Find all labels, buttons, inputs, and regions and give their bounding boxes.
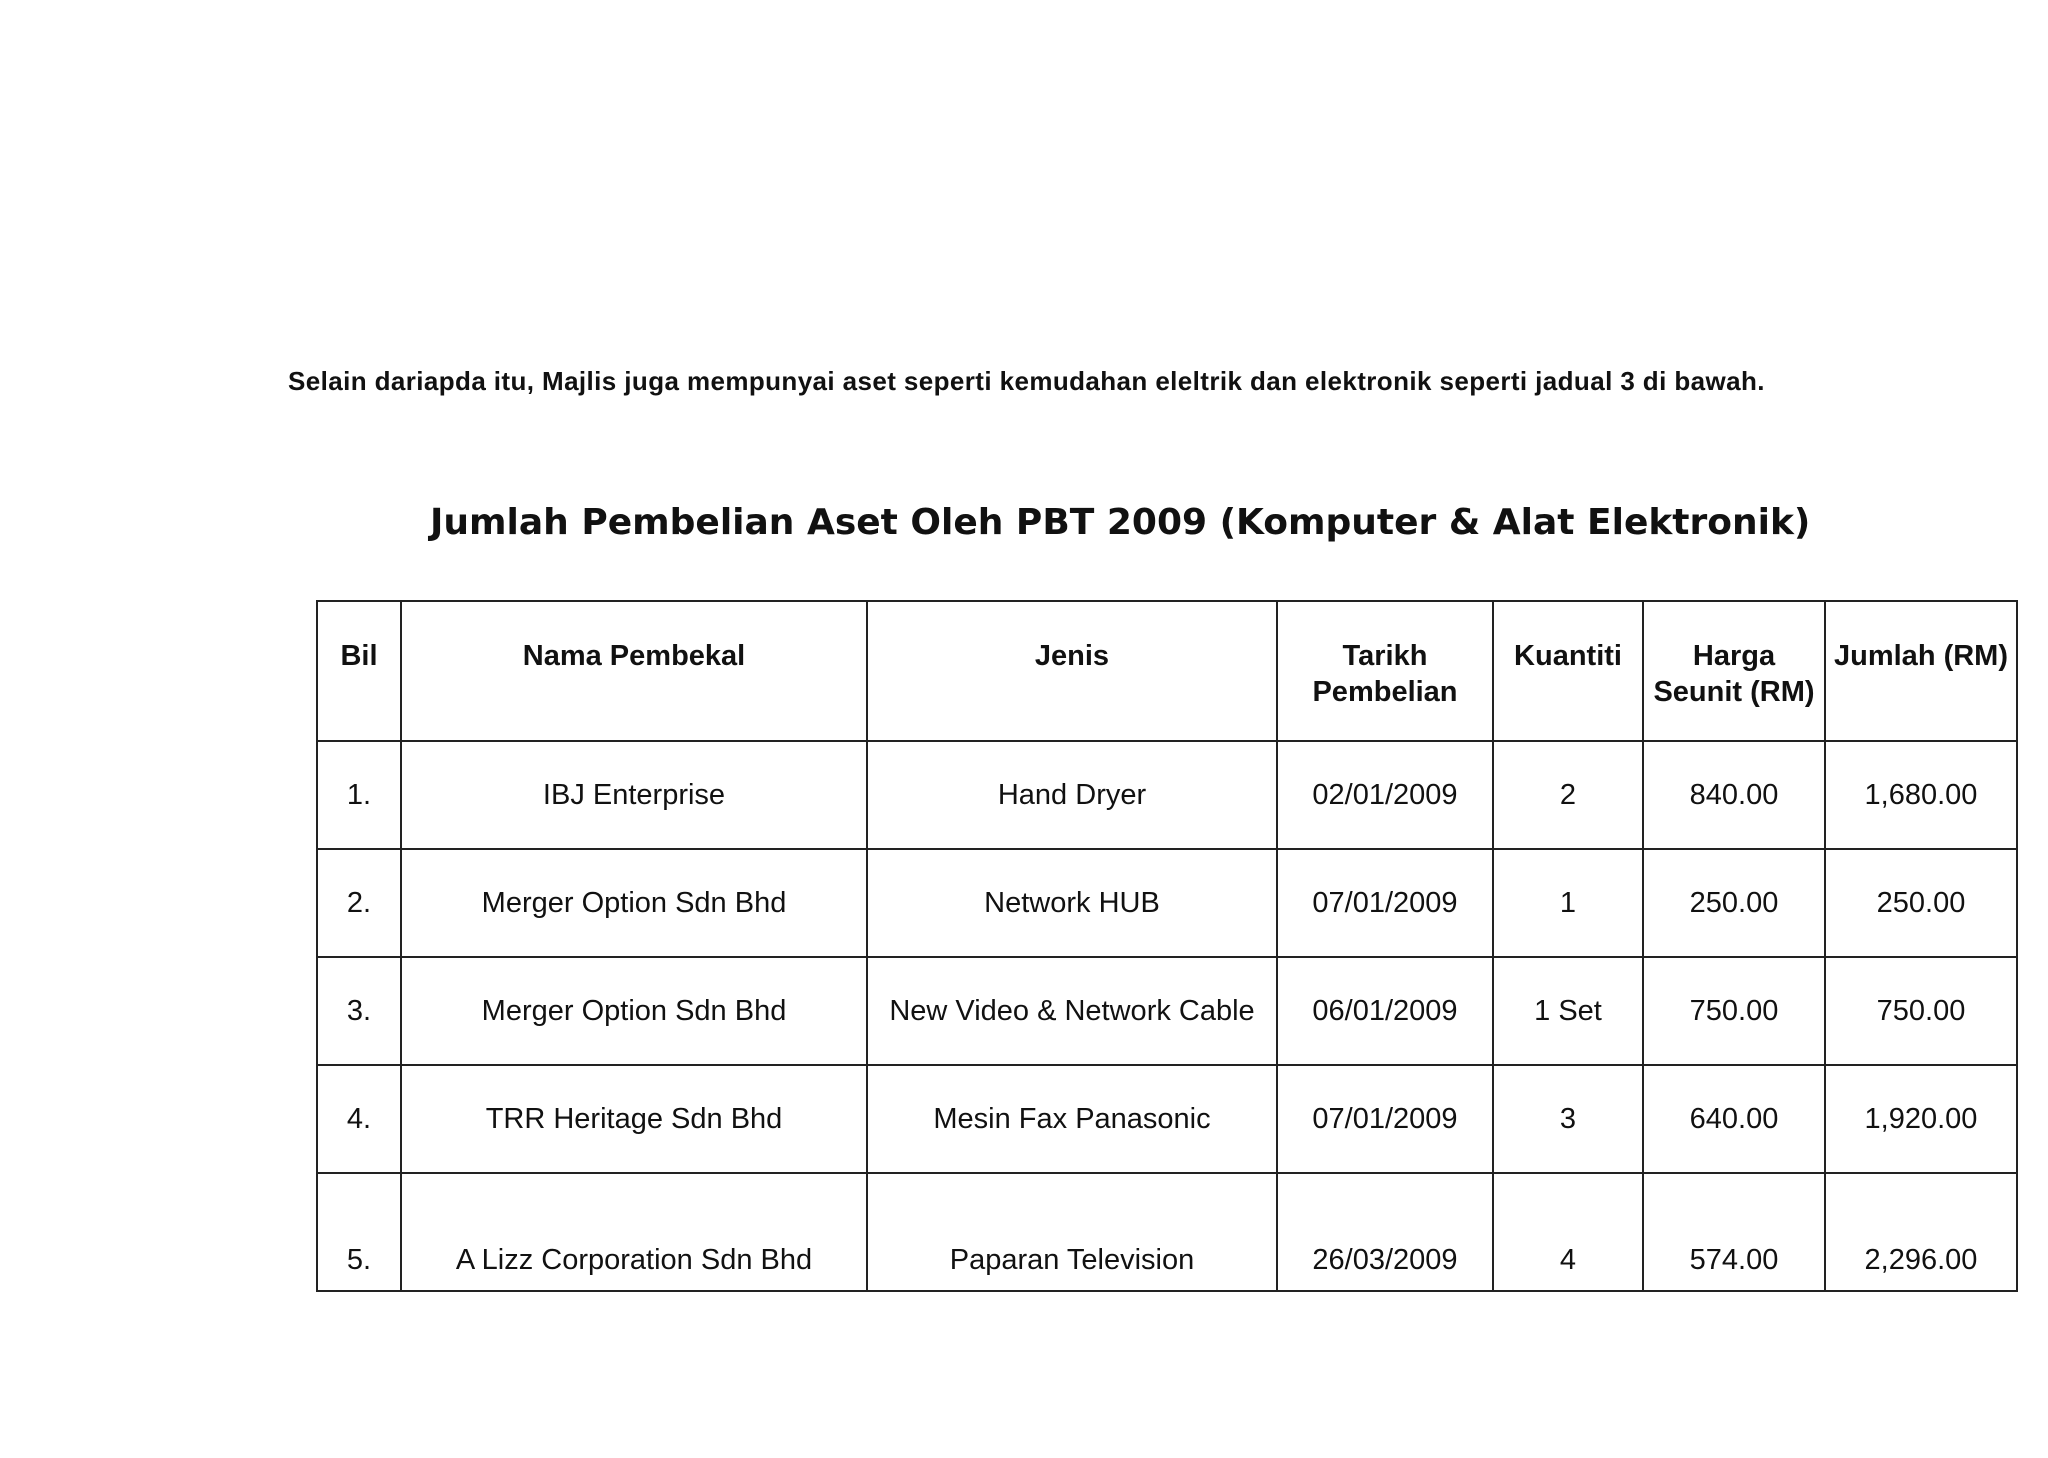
asset-purchase-table-container [316,600,2016,1276]
header-jenis: Jenis [867,601,1277,741]
table-row [317,741,2017,849]
table-row [317,1065,2017,1173]
cell-nama-pembekal: TRR Heritage Sdn Bhd [401,1065,867,1173]
cell-tarikh: 07/01/2009 [1277,849,1493,957]
cell-jumlah: 1,920.00 [1825,1065,2017,1173]
cell-bil: 1. [317,741,401,849]
intro-text: Selain dariapda itu, Majlis juga mempunyai aset seperti kemudahan eleltrik dan elektronik seperti jadual 3 di bawah. [288,366,1765,396]
cell-harga: 640.00 [1643,1065,1825,1173]
header-bil: Bil [317,601,401,741]
cell-kuantiti: 1 Set [1493,957,1643,1065]
cell-tarikh: 07/01/2009 [1277,1065,1493,1173]
cell-bil: 3. [317,957,401,1065]
table-row [317,1173,2017,1291]
cell-jumlah: 1,680.00 [1825,741,2017,849]
cell-harga: 840.00 [1643,741,1825,849]
cell-jenis: Paparan Television [867,1173,1277,1291]
cell-bil: 2. [317,849,401,957]
cell-tarikh: 02/01/2009 [1277,741,1493,849]
header-jumlah: Jumlah (RM) [1825,601,2017,741]
asset-purchase-table [316,600,2018,1292]
cell-nama-pembekal: Merger Option Sdn Bhd [401,957,867,1065]
cell-jenis: Network HUB [867,849,1277,957]
cell-kuantiti: 2 [1493,741,1643,849]
cell-harga: 250.00 [1643,849,1825,957]
cell-jumlah: 250.00 [1825,849,2017,957]
table-row [317,849,2017,957]
table-title: Jumlah Pembelian Aset Oleh PBT 2009 (Komputer & Alat Elektronik) [430,502,1811,543]
cell-kuantiti: 3 [1493,1065,1643,1173]
header-tarikh-pembelian: Tarikh Pembelian [1277,601,1493,741]
cell-kuantiti: 4 [1493,1173,1643,1291]
cell-jumlah: 2,296.00 [1825,1173,2017,1291]
cell-jumlah: 750.00 [1825,957,2017,1065]
cell-nama-pembekal: Merger Option Sdn Bhd [401,849,867,957]
cell-jenis: Mesin Fax Panasonic [867,1065,1277,1173]
cell-nama-pembekal: A Lizz Corporation Sdn Bhd [401,1173,867,1291]
cell-bil: 4. [317,1065,401,1173]
cell-tarikh: 26/03/2009 [1277,1173,1493,1291]
cell-bil: 5. [317,1173,401,1291]
cell-harga: 574.00 [1643,1173,1825,1291]
cell-kuantiti: 1 [1493,849,1643,957]
cell-harga: 750.00 [1643,957,1825,1065]
cell-jenis: Hand Dryer [867,741,1277,849]
table-header-row [317,601,2017,741]
table-row [317,957,2017,1065]
header-kuantiti: Kuantiti [1493,601,1643,741]
cell-jenis: New Video & Network Cable [867,957,1277,1065]
header-harga-seunit: Harga Seunit (RM) [1643,601,1825,741]
cell-tarikh: 06/01/2009 [1277,957,1493,1065]
cell-nama-pembekal: IBJ Enterprise [401,741,867,849]
header-nama-pembekal: Nama Pembekal [401,601,867,741]
